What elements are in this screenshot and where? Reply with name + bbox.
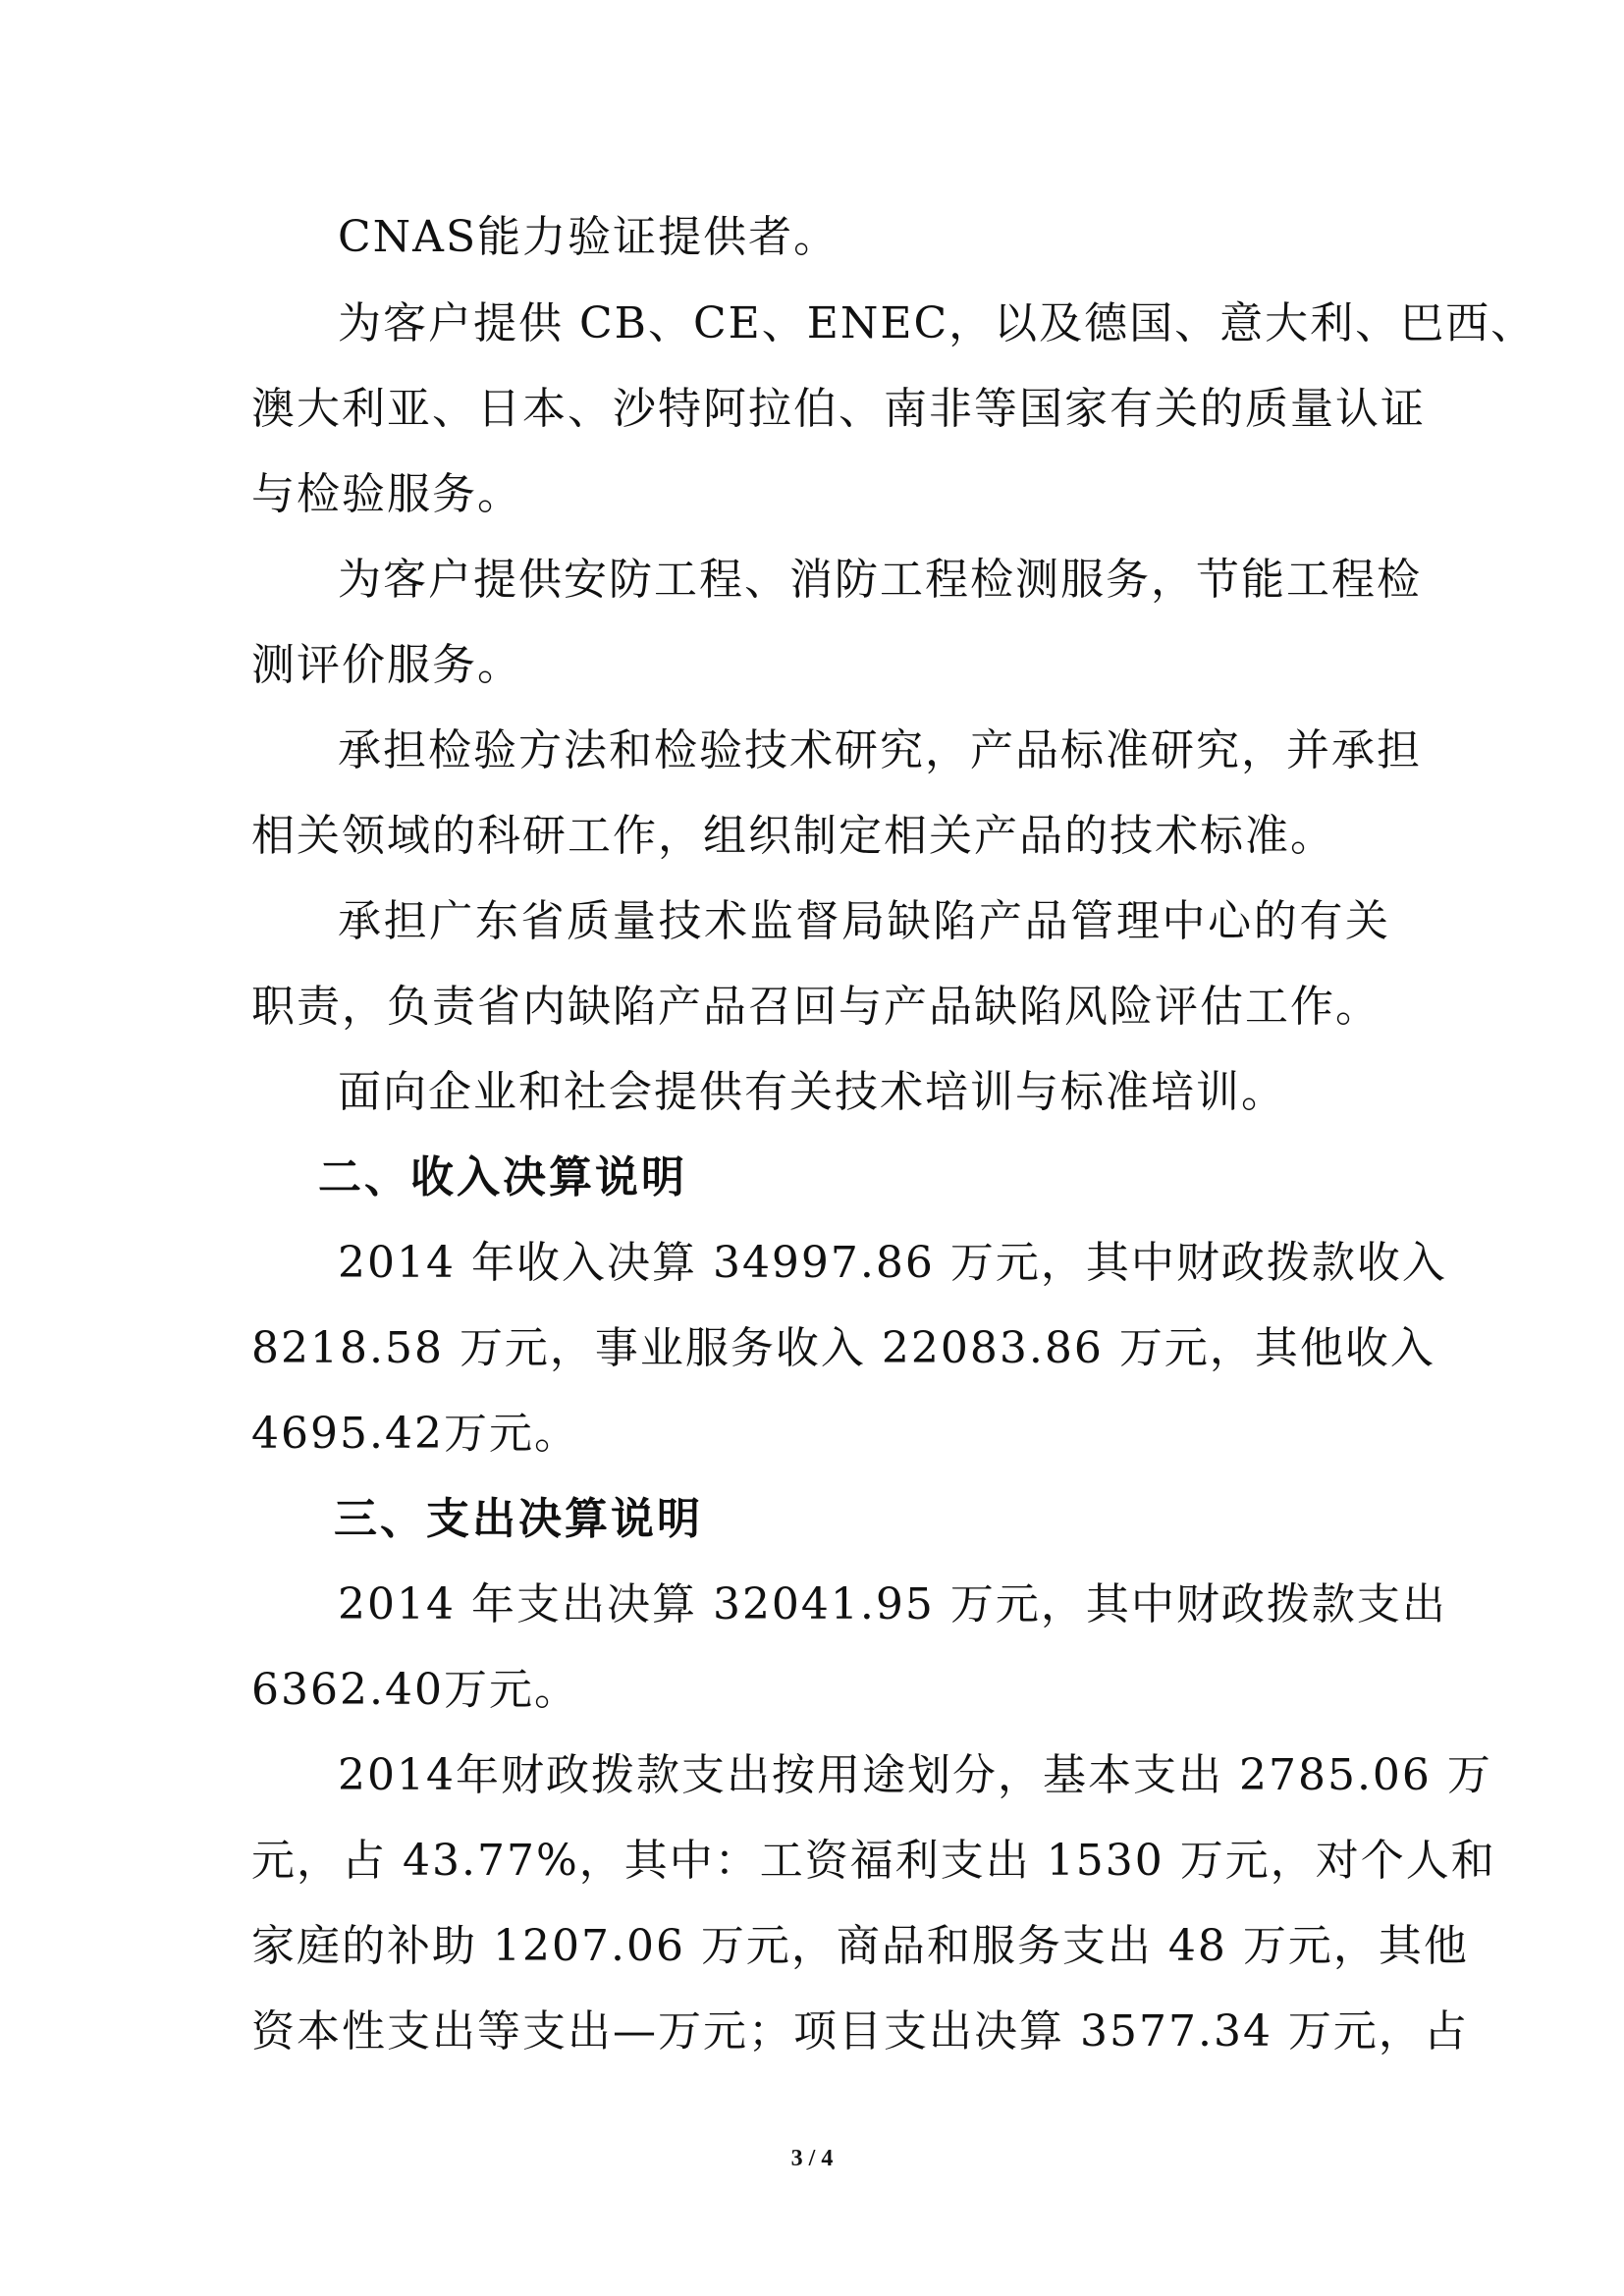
paragraph-line: 职责，负责省内缺陷产品召回与产品缺陷风险评估工作。 bbox=[251, 982, 1380, 1032]
paragraph-line: 测评价服务。 bbox=[251, 640, 522, 690]
paragraph-line: 2014年财政拨款支出按用途划分，基本支出 2785.06 万 bbox=[338, 1750, 1492, 1800]
paragraph-line: CNAS能力验证提供者。 bbox=[338, 212, 839, 262]
section-heading-expense: 三、支出决算说明 bbox=[334, 1494, 703, 1544]
paragraph-line: 承担广东省质量技术监督局缺陷产品管理中心的有关 bbox=[338, 896, 1390, 946]
paragraph-line: 澳大利亚、日本、沙特阿拉伯、南非等国家有关的质量认证 bbox=[251, 384, 1426, 434]
paragraph-line: 承担检验方法和检验技术研究，产品标准研究，并承担 bbox=[338, 725, 1422, 775]
paragraph-line: 2014 年支出决算 32041.95 万元，其中财政拨款支出 bbox=[338, 1579, 1447, 1629]
paragraph-line: 资本性支出等支出—万元；项目支出决算 3577.34 万元，占 bbox=[251, 2006, 1469, 2056]
paragraph-line: 4695.42万元。 bbox=[251, 1409, 579, 1459]
section-heading-income: 二、收入决算说明 bbox=[318, 1152, 687, 1202]
page-number: 3 / 4 bbox=[790, 2146, 834, 2171]
paragraph-line: 2014 年收入决算 34997.86 万元，其中财政拨款收入 bbox=[338, 1238, 1447, 1288]
paragraph-line: 6362.40万元。 bbox=[251, 1665, 579, 1715]
paragraph-line: 家庭的补助 1207.06 万元，商品和服务支出 48 万元，其他 bbox=[251, 1921, 1469, 1971]
paragraph-line: 相关领域的科研工作，组织制定相关产品的技术标准。 bbox=[251, 811, 1335, 861]
paragraph-line: 8218.58 万元，事业服务收入 22083.86 万元，其他收入 bbox=[251, 1323, 1435, 1373]
paragraph-line: 为客户提供安防工程、消防工程检测服务，节能工程检 bbox=[338, 555, 1422, 605]
paragraph-line: 与检验服务。 bbox=[251, 469, 522, 519]
paragraph-line: 元，占 43.77%，其中：工资福利支出 1530 万元，对个人和 bbox=[251, 1836, 1496, 1886]
paragraph-line: 为客户提供 CB、CE、ENEC，以及德国、意大利、巴西、 bbox=[338, 298, 1537, 348]
paragraph-line: 面向企业和社会提供有关技术培训与标准培训。 bbox=[338, 1067, 1286, 1117]
